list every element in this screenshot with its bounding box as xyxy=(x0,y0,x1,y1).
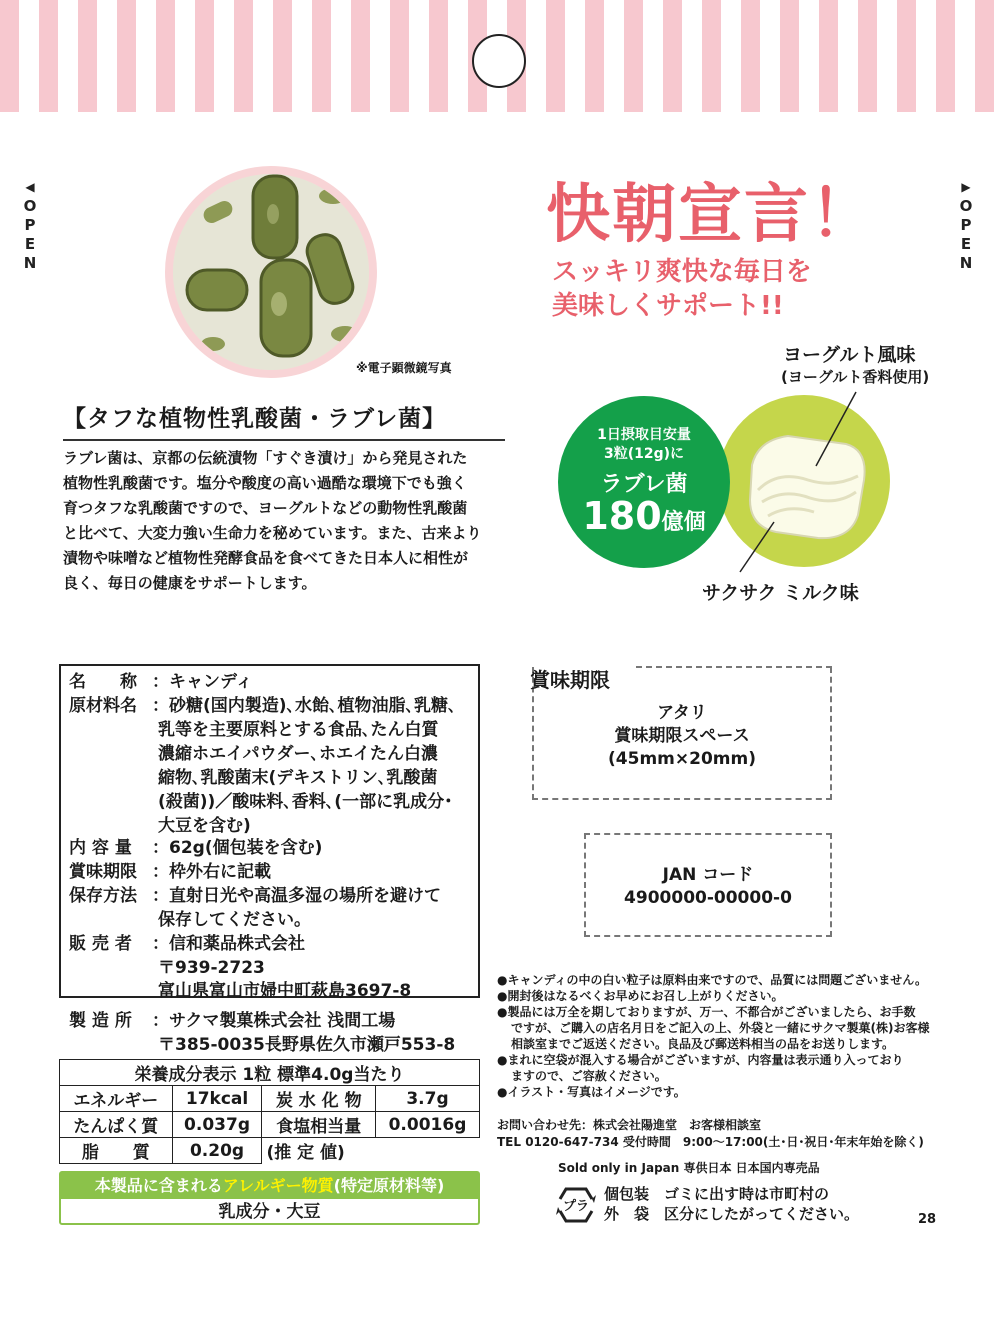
info-key: 原材料名 xyxy=(69,696,137,716)
contact-line: お問い合わせ先：株式会社陽進堂 お客様相談室 xyxy=(497,1118,762,1132)
note-line: ●まれに空袋が混入する場合がございますが、内容量は表示通り入っており xyxy=(497,1053,904,1067)
best-before-title: 賞味期限 xyxy=(530,668,610,692)
info-value: ：枠外右に記載 xyxy=(152,862,271,882)
recycle-line: 個包装 ゴミに出す時は市町村の xyxy=(604,1185,830,1203)
dosage-bacteria-name: ラブレ菌 xyxy=(600,472,688,497)
allergy-heading-text: 本製品に含まれる xyxy=(94,1176,223,1195)
notes-list xyxy=(497,972,967,1100)
placeholder-line: JAN コード xyxy=(662,865,754,885)
info-value-cont: 縮物､乳酸菌末(デキストリン､乳酸菌 xyxy=(158,768,438,788)
open-tab-right[interactable] xyxy=(954,178,978,273)
contact-info xyxy=(497,1117,924,1151)
slogan-subtitle xyxy=(552,255,812,323)
lactobacillus-heading: 【タフな植物性乳酸菌・ラブレ菌】 xyxy=(63,400,505,441)
flavor-yogurt: ヨーグルト風味 xyxy=(783,344,916,366)
note-line: ●キャンディの中の白い粒子は原料由来ですので、品質には問題ございません。 xyxy=(497,973,927,987)
info-value: ：62g(個包装を含む) xyxy=(152,838,323,858)
info-value-cont: 大豆を含む) xyxy=(158,816,251,836)
open-letter: P xyxy=(24,216,36,234)
dosage-line: 3粒(12g)に xyxy=(603,446,685,462)
allergy-value: 乳成分・大豆 xyxy=(218,1202,321,1222)
info-value: ：信和薬品株式会社 xyxy=(152,934,305,954)
open-letter: N xyxy=(959,254,973,272)
info-key: 保存方法 xyxy=(69,886,137,906)
info-value-cont: 富山県富山市婦中町萩島3697-8 xyxy=(158,981,412,1001)
info-value-cont: 乳等を主要原料とする食品､たん白質 xyxy=(158,720,439,740)
placeholder-line: アタリ xyxy=(657,703,707,723)
hang-hole xyxy=(472,34,526,88)
info-name-row xyxy=(69,667,253,692)
info-key: 名 称 xyxy=(69,672,137,692)
placeholder-line: (45mm×20mm) xyxy=(608,749,756,769)
jan-code-text xyxy=(584,864,832,910)
table-cell: エネルギー xyxy=(60,1086,173,1112)
placeholder-line: 4900000-00000-0 xyxy=(624,888,792,908)
table-row xyxy=(60,1112,480,1138)
info-value: ：キャンディ xyxy=(152,672,253,692)
lactobacillus-description xyxy=(63,446,508,596)
manufacturer-row xyxy=(69,1006,395,1031)
table-cell: 0.20g xyxy=(172,1138,262,1164)
table-cell: 0.037g xyxy=(172,1112,262,1138)
info-key: 内 容 量 xyxy=(69,838,132,858)
table-cell: 脂 質 xyxy=(60,1138,173,1164)
info-value-cont: (殺菌))／酸味料､香料､(一部に乳成分･ xyxy=(158,792,453,812)
info-value-cont: 〒939-2723 xyxy=(158,958,265,978)
open-letter: O xyxy=(959,197,973,215)
description-line: 植物性乳酸菌です。塩分や酸度の高い過酷な環境下でも強く xyxy=(63,474,467,492)
info-value-cont: 保存してください。 xyxy=(158,910,311,930)
description-line: 育つタフな乳酸菌ですので、ヨーグルトなどの動物性乳酸菌 xyxy=(63,499,468,517)
note-line: ●開封後はなるべくお早めにお召し上がりください。 xyxy=(497,989,784,1003)
note-line: ますので、ご容赦ください。 xyxy=(511,1069,667,1083)
allergy-box xyxy=(59,1171,480,1225)
allergy-heading-highlight: アレルギー物質 xyxy=(222,1176,334,1195)
info-key: 賞味期限 xyxy=(69,862,137,882)
open-letter: P xyxy=(960,216,972,234)
info-expiry-row xyxy=(69,857,271,882)
slogan-line: 美味しくサポート!! xyxy=(552,291,784,321)
info-ingredients-row xyxy=(69,691,457,716)
info-value-cont: 濃縮ホエイパウダー､ホエイたん白濃 xyxy=(158,744,438,764)
dosage-number: 180 xyxy=(582,494,662,538)
plastic-recycle-icon xyxy=(554,1185,598,1225)
open-letter: O xyxy=(23,197,37,215)
photo-caption: ※電子顕微鏡写真 xyxy=(356,361,452,375)
microscope-photo xyxy=(165,166,377,378)
nutrition-table xyxy=(59,1059,480,1164)
table-row xyxy=(60,1138,480,1164)
info-content-row xyxy=(69,833,322,858)
dosage-amount xyxy=(558,494,730,538)
description-line: ラブレ菌は、京都の伝統漬物「すぐき漬け」から発見された xyxy=(63,449,468,467)
recycle-icon-label: プラ xyxy=(562,1199,590,1214)
open-letter: E xyxy=(24,235,36,253)
best-before-space-top xyxy=(636,666,832,668)
nutrition-title: 栄養成分表示 1粒 標準4.0g当たり xyxy=(60,1060,480,1086)
info-key: 製 造 所 xyxy=(69,1011,132,1031)
dosage-unit: 億個 xyxy=(661,510,706,535)
description-line: 漬物や味噌など植物性発酵食品を食べてきた日本人に相性が xyxy=(63,549,469,567)
description-line: 良く、毎日の健康をサポートします。 xyxy=(63,574,317,592)
note-line: 相談室までご返送ください。良品及び郵送料相当の品をお送りします。 xyxy=(511,1037,895,1051)
open-arrow-icon: ▶ xyxy=(961,180,971,194)
info-value: ：砂糖(国内製造)､水飴､植物油脂､乳糖､ xyxy=(152,696,457,716)
note-line: ですが、ご購入の店名月日をご記入の上、外袋と一緒にサクマ製菓(株)お客様 xyxy=(511,1021,930,1035)
allergy-heading-text: (特定原材料等) xyxy=(333,1176,445,1195)
info-value: ：サクマ製菓株式会社 浅間工場 xyxy=(152,1011,396,1031)
note-line: ●イラスト・写真はイメージです。 xyxy=(497,1085,686,1099)
flavor-milk: サクサク ミルク味 xyxy=(702,582,859,604)
info-value: ：直射日光や高温多湿の場所を避けて xyxy=(152,886,441,906)
recycle-instructions xyxy=(604,1184,859,1224)
contact-phone: TEL 0120-647-734 受付時間 9:00～17:00(土･日･祝日･年末年始を除く) xyxy=(497,1135,924,1149)
slogan-line: スッキリ爽快な毎日を xyxy=(552,257,812,287)
best-before-placeholder-text xyxy=(532,702,832,771)
info-seller-row xyxy=(69,929,305,954)
table-cell: 炭 水 化 物 xyxy=(262,1086,376,1112)
placeholder-line: 賞味期限スペース xyxy=(614,726,750,746)
note-line: ●製品には万全を期しておりますが、万一、不都合がございましたら、お手数 xyxy=(497,1005,916,1019)
open-letter: E xyxy=(960,235,972,253)
dosage-line: 1日摂取目安量 xyxy=(597,427,691,443)
info-storage-row xyxy=(69,881,441,906)
dosage-badge xyxy=(558,396,730,568)
description-line: と比べて、大変力強い生命力を秘めています。また、古来より xyxy=(63,524,482,542)
table-cell: たんぱく質 xyxy=(60,1112,173,1138)
info-value-cont: 〒385-0035長野県佐久市瀬戸553-8 xyxy=(158,1035,456,1055)
open-tab-left[interactable] xyxy=(18,178,42,273)
table-row xyxy=(60,1060,480,1086)
table-cell: (推 定 値) xyxy=(266,1143,345,1164)
table-cell: 3.7g xyxy=(375,1086,479,1112)
table-cell: 食塩相当量 xyxy=(262,1112,376,1138)
sold-only-notice: Sold only in Japan 専供日本 日本国内専売品 xyxy=(558,1161,820,1175)
open-arrow-icon: ◀ xyxy=(25,180,35,194)
table-cell: 0.0016g xyxy=(375,1112,479,1138)
open-letter: N xyxy=(23,254,37,272)
info-key: 販 売 者 xyxy=(69,934,132,954)
flavor-yogurt-note: (ヨーグルト香料使用) xyxy=(781,368,930,386)
table-row xyxy=(60,1086,480,1112)
slogan-title: 快朝宣言！ xyxy=(546,178,876,252)
page-number: 28 xyxy=(918,1212,937,1227)
candy-illustration xyxy=(718,340,898,580)
table-cell: 17kcal xyxy=(172,1086,262,1112)
allergy-heading xyxy=(61,1173,478,1199)
recycle-line: 外 袋 区分にしたがってください。 xyxy=(604,1205,860,1223)
